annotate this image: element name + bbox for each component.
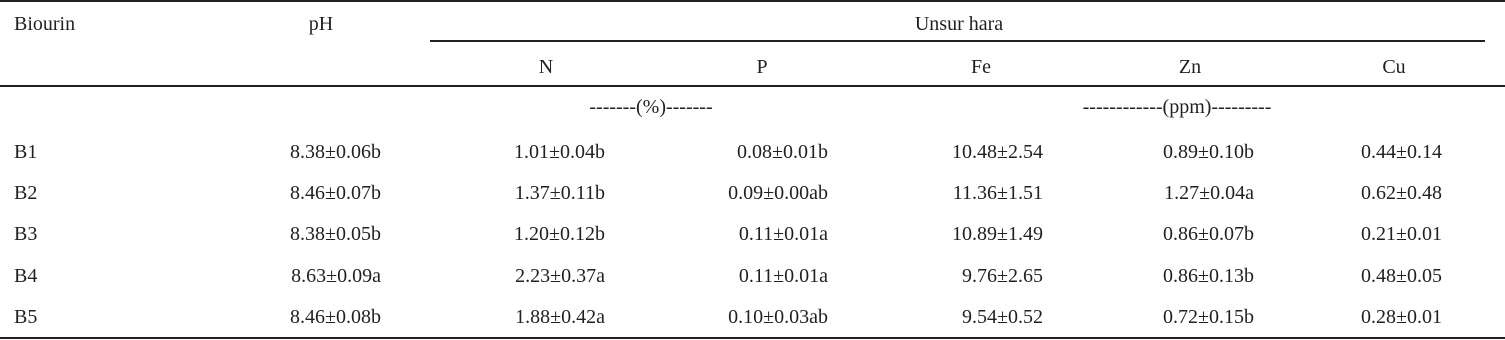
header-ph: pH <box>308 13 334 35</box>
cell-fe: 9.76±2.65 <box>962 265 1043 287</box>
cell-p: 0.08±0.01b <box>737 141 828 163</box>
header-p: P <box>756 56 768 78</box>
row-label: B4 <box>14 265 38 287</box>
cell-ph: 8.38±0.05b <box>290 223 381 245</box>
cell-fe: 9.54±0.52 <box>962 306 1043 328</box>
cell-p: 0.10±0.03ab <box>728 306 828 328</box>
cell-zn: 0.86±0.07b <box>1163 223 1254 245</box>
cell-cu: 0.21±0.01 <box>1361 223 1442 245</box>
units-ppm: ------------(ppm)--------- <box>1082 96 1272 118</box>
row-label: B2 <box>14 182 38 204</box>
row-label: B3 <box>14 223 38 245</box>
cell-n: 1.01±0.04b <box>514 141 605 163</box>
cell-cu: 0.44±0.14 <box>1361 141 1442 163</box>
cell-fe: 10.89±1.49 <box>952 223 1043 245</box>
header-zn: Zn <box>1178 56 1202 78</box>
cell-fe: 11.36±1.51 <box>952 182 1043 204</box>
bottom-rule <box>0 337 1505 339</box>
header-group-unsur-hara: Unsur hara <box>914 13 1004 35</box>
cell-cu: 0.28±0.01 <box>1361 306 1442 328</box>
cell-cu: 0.48±0.05 <box>1361 265 1442 287</box>
row-label: B1 <box>14 141 38 163</box>
header-cu: Cu <box>1382 56 1406 78</box>
cell-p: 0.11±0.01a <box>738 265 828 287</box>
cell-n: 2.23±0.37a <box>515 265 605 287</box>
group-rule <box>430 40 1485 42</box>
cell-zn: 0.86±0.13b <box>1163 265 1254 287</box>
cell-n: 1.20±0.12b <box>514 223 605 245</box>
header-bottom-rule <box>0 85 1505 87</box>
row-label: B5 <box>14 306 38 328</box>
cell-zn: 0.72±0.15b <box>1163 306 1254 328</box>
cell-n: 1.37±0.11b <box>514 182 605 204</box>
cell-zn: 1.27±0.04a <box>1164 182 1254 204</box>
cell-ph: 8.63±0.09a <box>291 265 381 287</box>
cell-ph: 8.46±0.08b <box>290 306 381 328</box>
top-rule <box>0 0 1505 2</box>
header-biourin: Biourin <box>14 13 76 35</box>
cell-ph: 8.46±0.07b <box>290 182 381 204</box>
cell-ph: 8.38±0.06b <box>290 141 381 163</box>
cell-fe: 10.48±2.54 <box>952 141 1043 163</box>
cell-n: 1.88±0.42a <box>515 306 605 328</box>
cell-zn: 0.89±0.10b <box>1163 141 1254 163</box>
cell-cu: 0.62±0.48 <box>1361 182 1442 204</box>
header-fe: Fe <box>971 56 991 78</box>
cell-p: 0.11±0.01a <box>738 223 828 245</box>
cell-p: 0.09±0.00ab <box>728 182 828 204</box>
header-n: N <box>538 56 554 78</box>
units-percent: -------(%)------- <box>589 96 713 118</box>
